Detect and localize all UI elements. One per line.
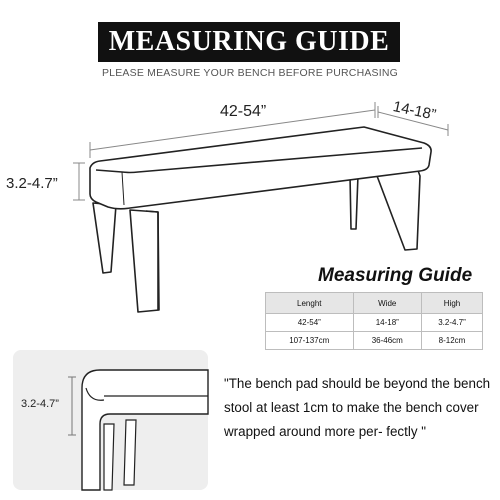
installation-note: "The bench pad should be beyond the bench stool at least 1cm to make the bench cover wrapped around more per- fectly " [224,376,491,439]
width-label: 14-18” [391,98,438,124]
detail-height-label: 3.2-4.7” [21,398,59,410]
length-label: 42-54” [220,103,267,120]
measuring-guide-title: Measuring Guide [318,265,473,286]
bench-cushion [90,127,431,209]
measurement-table [265,292,483,350]
detail-panel [13,350,208,490]
table-cell: 36-46cm [353,332,422,350]
table-cell: 3.2-4.7” [422,314,483,332]
table-row [266,314,483,332]
height-dimension-line [73,163,85,200]
title-banner [98,22,400,62]
header-high: High [422,293,483,314]
table-header-row [266,293,483,314]
header-wide: Wide [353,293,422,314]
table-cell: 14-18” [353,314,422,332]
page-subtitle: PLEASE MEASURE YOUR BENCH BEFORE PURCHASING [101,67,399,79]
table-cell: 8-12cm [422,332,483,350]
page-title: MEASURING GUIDE [108,26,390,57]
table-cell: 107-137cm [266,332,354,350]
table-cell: 42-54” [266,314,354,332]
header-length: Lenght [266,293,354,314]
height-label: 3.2-4.7” [6,175,58,192]
table-row [266,332,483,350]
